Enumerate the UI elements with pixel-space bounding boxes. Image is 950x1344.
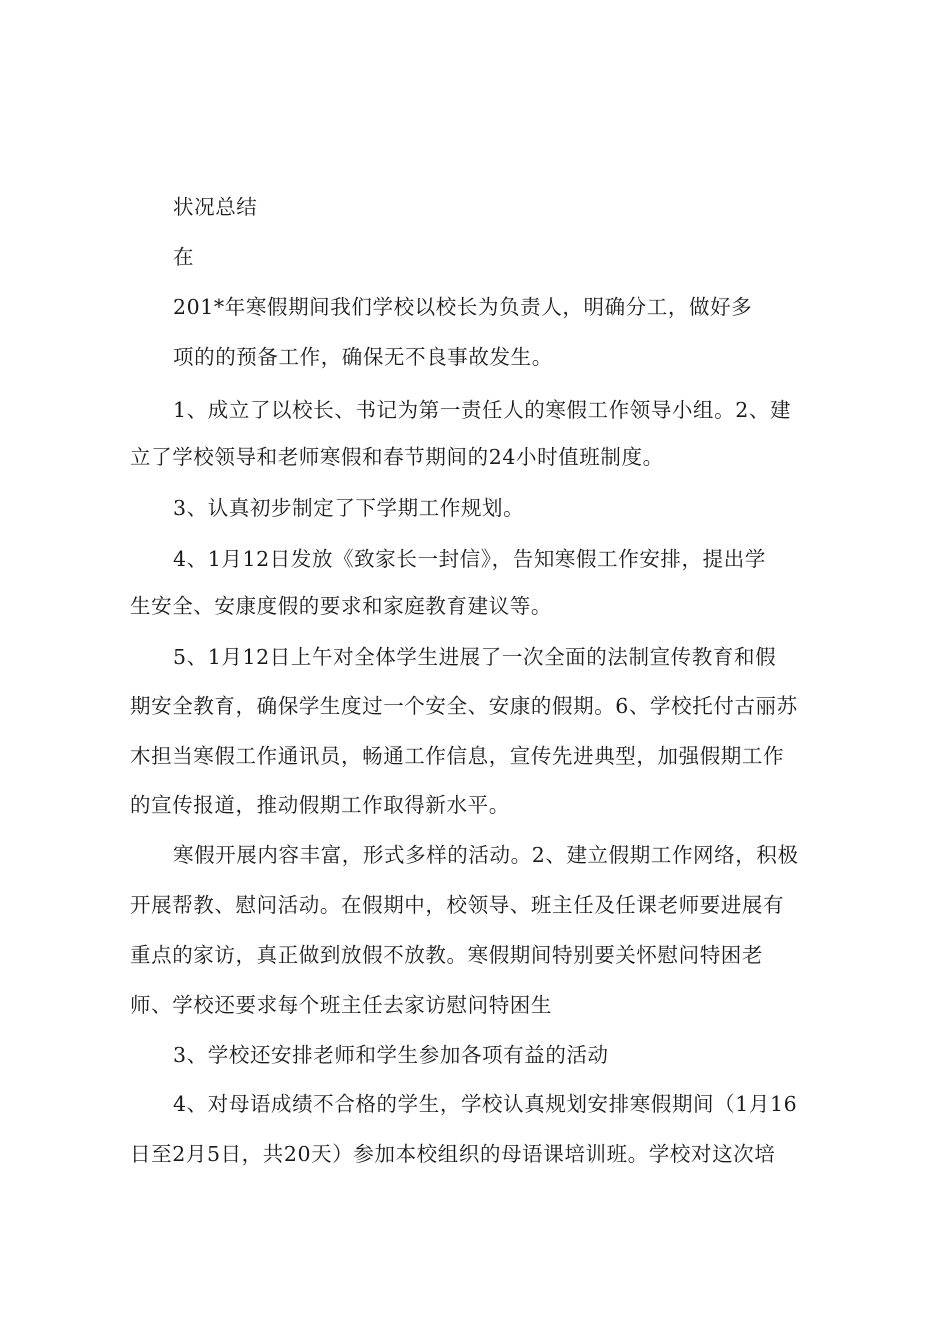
text-line: 5、1月12日上午对全体学生进展了一次全面的法制宣传教育和假: [173, 645, 777, 669]
text-line: 立了学校领导和老师寒假和春节期间的24小时值班制度。: [130, 445, 664, 469]
text-line: 期安全教育，确保学生度过一个安全、安康的假期。6、学校托付古丽苏: [130, 694, 798, 718]
text-line: 的宣传报道，推动假期工作取得新水平。: [130, 793, 510, 817]
text-line: 重点的家访，真正做到放假不放教。寒假期间特别要关怀慰问特困老: [130, 943, 763, 967]
text-line: 1、成立了以校长、书记为第一责任人的寒假工作领导小组。2、建: [173, 398, 792, 422]
text-line: 3、学校还安排老师和学生参加各项有益的活动: [173, 1043, 609, 1067]
text-line: 师、学校还要求每个班主任去家访慰问特困生: [130, 993, 552, 1017]
text-line: 项的的预备工作，确保无不良事故发生。: [173, 345, 553, 369]
text-line: 3、认真初步制定了下学期工作规划。: [173, 496, 525, 520]
text-line: 寒假开展内容丰富，形式多样的活动。2、建立假期工作网络，积极: [173, 843, 799, 867]
text-line: 4、1月12日发放《致家长一封信》，告知寒假工作安排，提出学: [173, 547, 766, 571]
text-line: 日至2月5日，共20天）参加本校组织的母语课培训班。学校对这次培: [130, 1142, 776, 1166]
text-line: 开展帮教、慰问活动。在假期中，校领导、班主任及任课老师要进展有: [130, 893, 785, 917]
text-line: 木担当寒假工作通讯员，畅通工作信息，宣传先进典型，加强假期工作: [130, 744, 785, 768]
document-heading: 状况总结: [173, 195, 258, 219]
text-line: 在: [173, 245, 195, 269]
text-line: 生安全、安康度假的要求和家庭教育建议等。: [130, 594, 552, 618]
text-line: 4、对母语成绩不合格的学生，学校认真规划安排寒假期间（1月16: [173, 1092, 798, 1116]
text-line: 201*年寒假期间我们学校以校长为负责人，明确分工，做好多: [173, 295, 753, 319]
